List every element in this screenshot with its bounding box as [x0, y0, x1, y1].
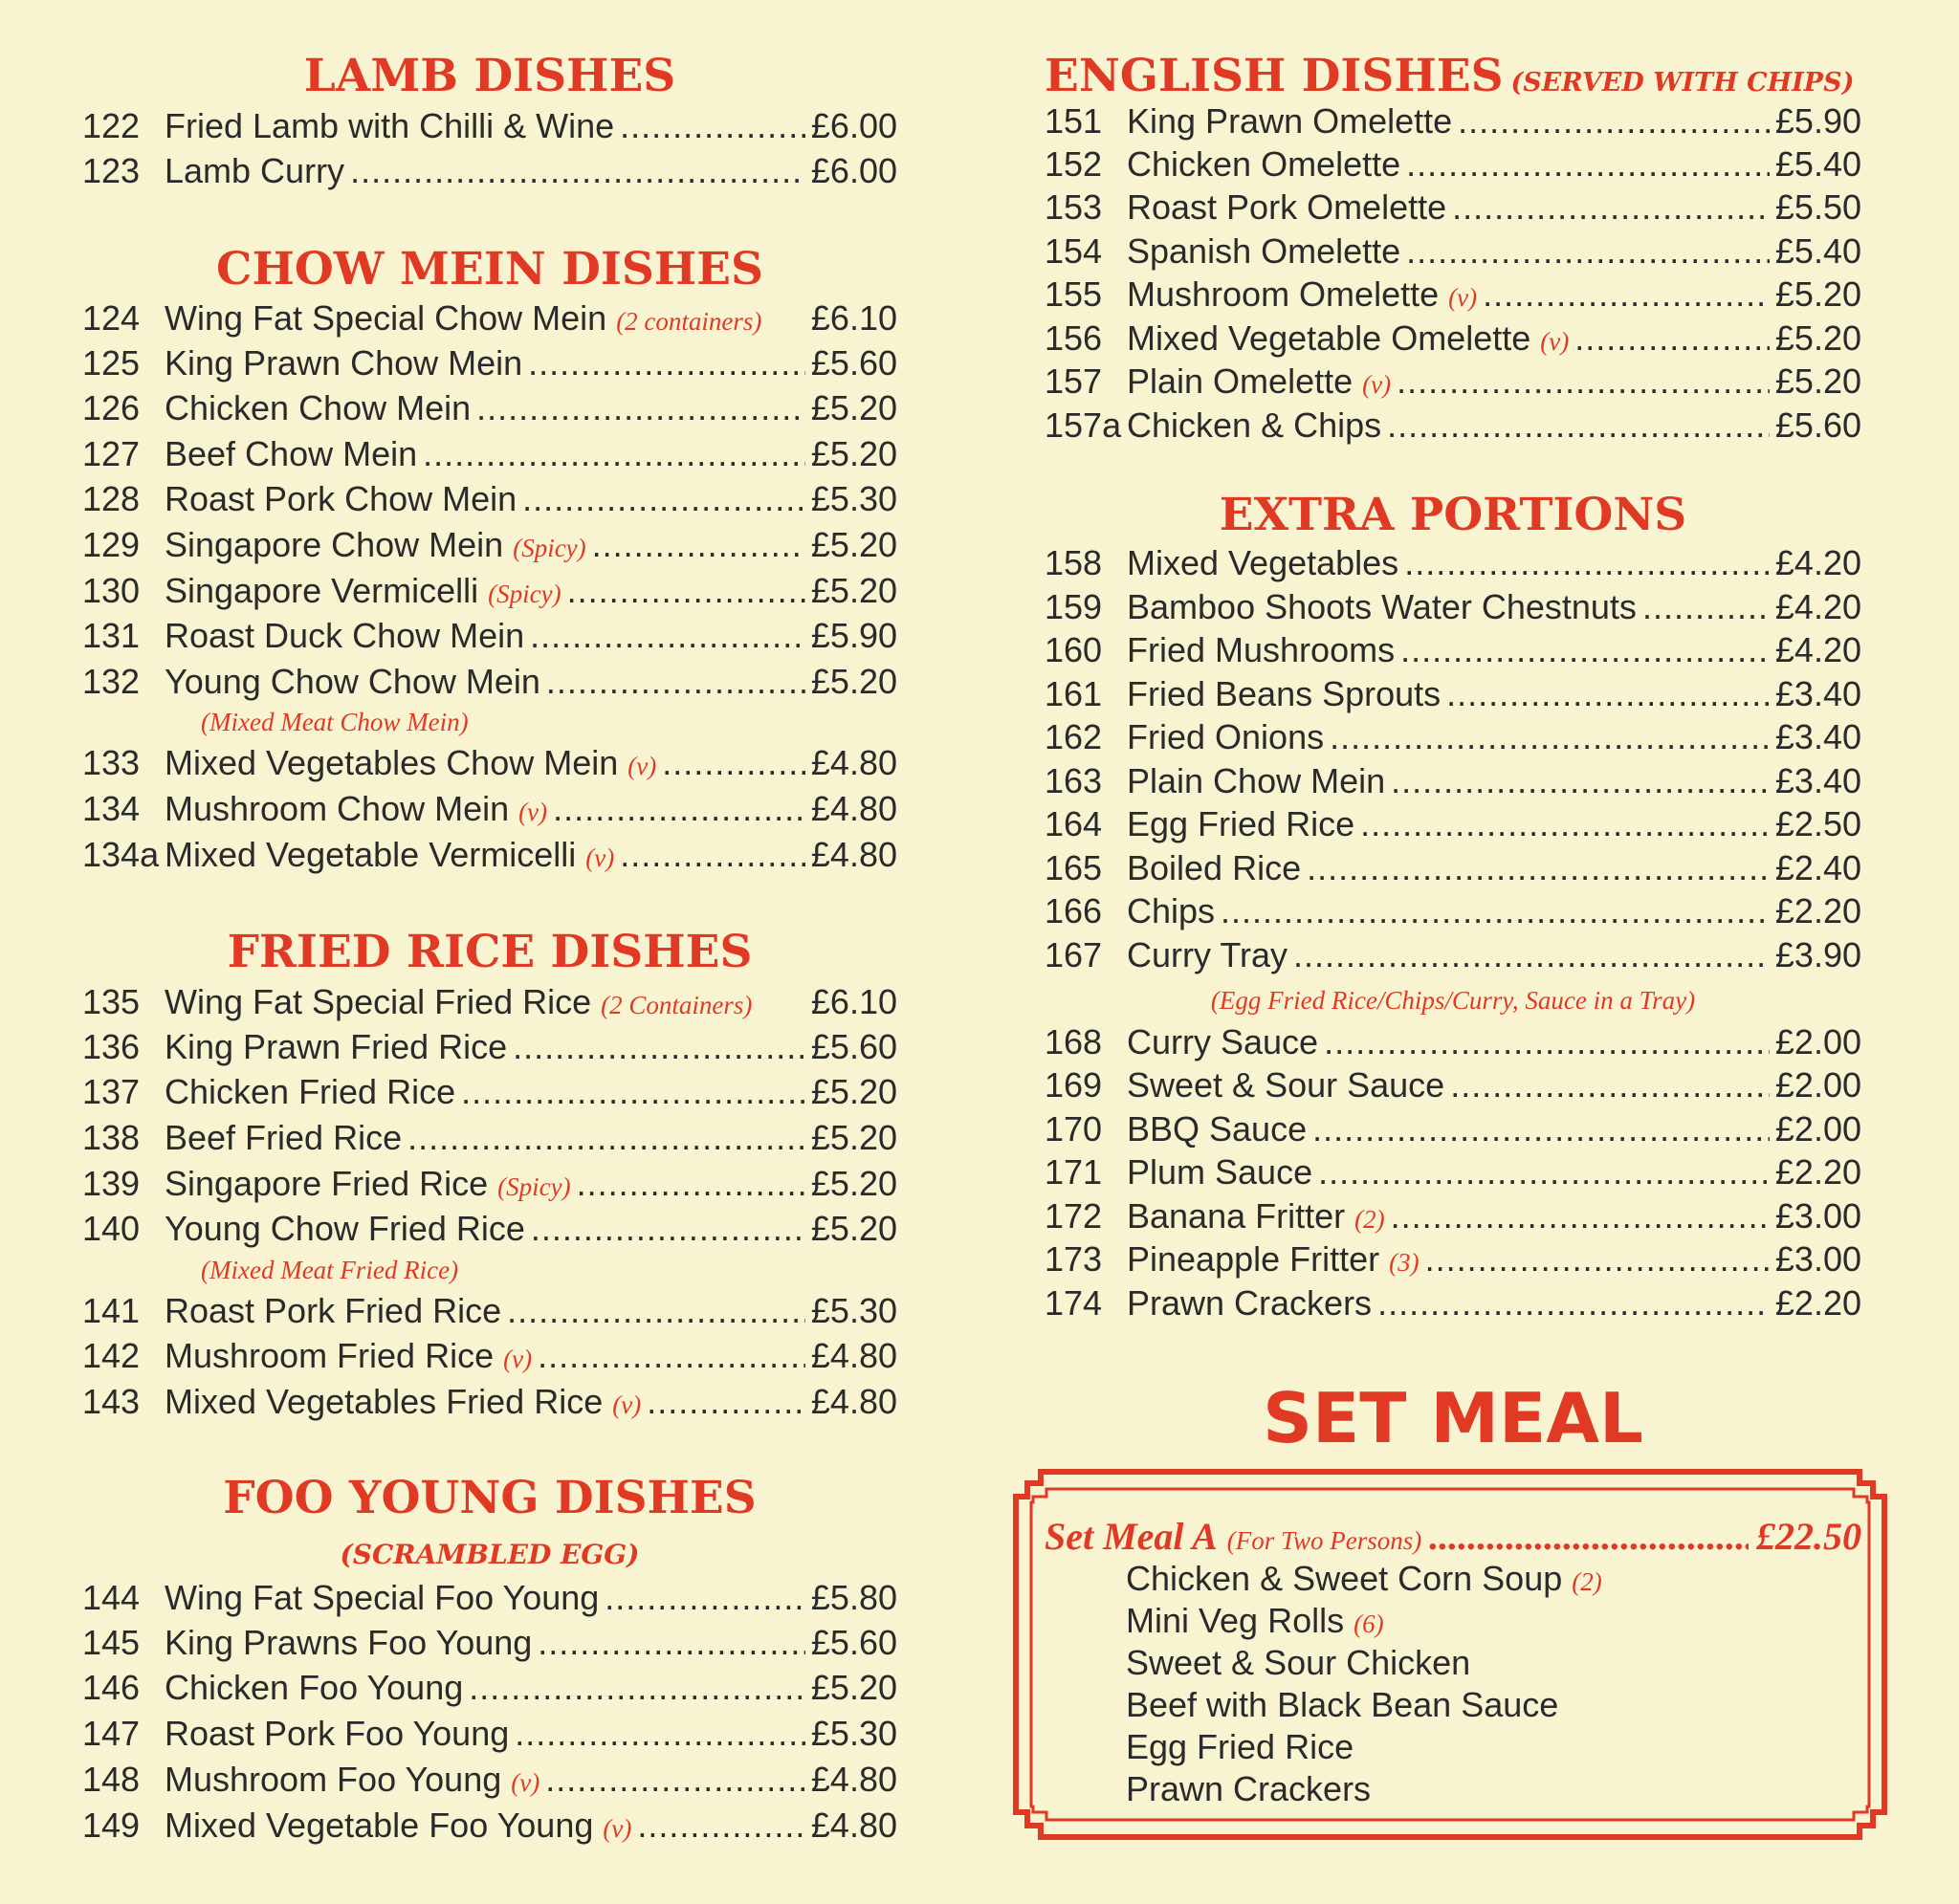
section-subtitle-english: (SERVED WITH CHIPS): [1510, 68, 1855, 98]
item-subnote: (Mixed Meat Fried Rice): [201, 1256, 459, 1284]
menu-item: 143 Mixed Vegetables Fried Rice (v) ..... £4.80: [82, 1383, 897, 1421]
menu-item: 145 King Prawns Foo Young ..... £5.60: [82, 1624, 897, 1662]
menu-item: 160 Fried Mushrooms ..... £4.20: [1045, 631, 1861, 669]
menu-item: 154 Spanish Omelette ..... £5.40: [1045, 232, 1861, 271]
section-title-english: ENGLISH DISHES (SERVED WITH CHIPS): [1045, 50, 1855, 102]
menu-item: 169 Sweet & Sour Sauce ..... £2.00: [1045, 1066, 1861, 1105]
menu-item: 174 Prawn Crackers ..... £2.20: [1045, 1284, 1861, 1323]
set-meal-item: Chicken & Sweet Corn Soup (2): [1126, 1559, 1602, 1598]
menu-item: 133 Mixed Vegetables Chow Mein (v) ..... £4.80: [82, 744, 897, 782]
set-meal-a-row: [1045, 1514, 1861, 1556]
set-meal-name: Set Meal A: [1045, 1515, 1218, 1558]
item-subnote: (Egg Fried Rice/Chips/Curry, Sauce in a Tray): [1210, 986, 1696, 1015]
menu-item: 127 Beef Chow Mein ..... £5.20: [82, 435, 897, 473]
menu-item: 157a Chicken & Chips ..... £5.60: [1045, 406, 1861, 445]
section-title-chow-mein: CHOW MEIN DISHES: [216, 243, 763, 295]
set-meal-price: £22.50: [1756, 1515, 1861, 1558]
menu-item: 146 Chicken Foo Young ..... £5.20: [82, 1669, 897, 1707]
menu-item: 131 Roast Duck Chow Mein ..... £5.90: [82, 617, 897, 655]
menu-item: 166 Chips ..... £2.20: [1045, 892, 1861, 930]
menu-item: 140 Young Chow Fried Rice ..... £5.20: [82, 1210, 897, 1248]
menu-item: 172 Banana Fritter (2) ..... £3.00: [1045, 1197, 1861, 1236]
menu-item: 136 King Prawn Fried Rice ..... £5.60: [82, 1028, 897, 1066]
section-title-extra-portions: EXTRA PORTIONS: [1219, 489, 1687, 541]
menu-item: 135 Wing Fat Special Fried Rice (2 Containers) £6.10: [82, 982, 897, 1021]
set-meal-title: SET MEAL: [1263, 1378, 1643, 1458]
set-meal-item: Prawn Crackers: [1126, 1769, 1372, 1808]
menu-item: 147 Roast Pork Foo Young ..... £5.30: [82, 1715, 897, 1753]
menu-item: 125 King Prawn Chow Mein ..... £5.60: [82, 344, 897, 383]
menu-item: 155 Mushroom Omelette (v) ..... £5.20: [1045, 275, 1861, 314]
set-meal-item: Egg Fried Rice: [1126, 1727, 1354, 1766]
menu-item: 122 Fried Lamb with Chilli & Wine ..... £6.00: [82, 107, 897, 145]
menu-item: 134 Mushroom Chow Mein (v) ..... £4.80: [82, 790, 897, 828]
menu-item: 138 Beef Fried Rice ..... £5.20: [82, 1119, 897, 1157]
menu-item: 156 Mixed Vegetable Omelette (v) ..... £5.20: [1045, 319, 1861, 358]
menu-item: 168 Curry Sauce ..... £2.00: [1045, 1023, 1861, 1061]
menu-item: 151 King Prawn Omelette ..... £5.90: [1045, 102, 1861, 141]
item-subnote: (Mixed Meat Chow Mein): [201, 708, 469, 736]
menu-item: 164 Egg Fried Rice ..... £2.50: [1045, 805, 1861, 843]
set-meal-item: Sweet & Sour Chicken: [1126, 1643, 1471, 1682]
section-title-lamb: LAMB DISHES: [303, 50, 676, 102]
menu-item: 163 Plain Chow Mein ..... £3.40: [1045, 762, 1861, 800]
menu-item: 162 Fried Onions ..... £3.40: [1045, 718, 1861, 756]
set-meal-item: Mini Veg Rolls (6): [1126, 1601, 1384, 1640]
menu-item: 141 Roast Pork Fried Rice ..... £5.30: [82, 1292, 897, 1330]
menu-item: 124 Wing Fat Special Chow Mein (2 containers) £6.10: [82, 298, 897, 338]
menu-item: 167 Curry Tray ..... £3.90: [1045, 936, 1861, 974]
menu-item: 134a Mixed Vegetable Vermicelli (v) ..... £4.80: [82, 836, 897, 874]
menu-item: 142 Mushroom Fried Rice (v) ..... £4.80: [82, 1337, 897, 1375]
menu-item: 170 BBQ Sauce ..... £2.00: [1045, 1110, 1861, 1149]
menu-item: 132 Young Chow Chow Mein ..... £5.20: [82, 663, 897, 701]
menu-item: 165 Boiled Rice ..... £2.40: [1045, 849, 1861, 887]
menu-item: 137 Chicken Fried Rice ..... £5.20: [82, 1073, 897, 1111]
menu-item: 129 Singapore Chow Mein (Spicy) ..... £5.20: [82, 526, 897, 564]
menu-item: 139 Singapore Fried Rice (Spicy) ..... £5.20: [82, 1165, 897, 1203]
menu-item: 148 Mushroom Foo Young (v) ..... £4.80: [82, 1761, 897, 1799]
menu-item: 153 Roast Pork Omelette ..... £5.50: [1045, 188, 1861, 227]
set-meal-note: (For Two Persons): [1226, 1526, 1422, 1555]
section-title-foo-young: FOO YOUNG DISHES: [223, 1472, 757, 1524]
menu-item: 173 Pineapple Fritter (3) ..... £3.00: [1045, 1240, 1861, 1279]
menu-item: 158 Mixed Vegetables ..... £4.20: [1045, 544, 1861, 582]
menu-item: 149 Mixed Vegetable Foo Young (v) ..... £4.80: [82, 1806, 897, 1845]
section-title-fried-rice: FRIED RICE DISHES: [227, 926, 753, 978]
section-subtitle-foo-young: (SCRAMBLED EGG): [340, 1539, 640, 1570]
set-meal-item: Beef with Black Bean Sauce: [1126, 1685, 1559, 1724]
menu-item: 128 Roast Pork Chow Mein ..... £5.30: [82, 480, 897, 518]
menu-item: 144 Wing Fat Special Foo Young ..... £5.80: [82, 1579, 897, 1617]
menu-item: 171 Plum Sauce ..... £2.20: [1045, 1153, 1861, 1192]
menu-item: 130 Singapore Vermicelli (Spicy) ..... £5.20: [82, 572, 897, 610]
menu-item: 152 Chicken Omelette ..... £5.40: [1045, 145, 1861, 184]
menu-item: 126 Chicken Chow Mein ..... £5.20: [82, 389, 897, 427]
menu-item: 123 Lamb Curry ..... £6.00: [82, 152, 897, 190]
menu-item: 157 Plain Omelette (v) ..... £5.20: [1045, 362, 1861, 401]
menu-item: 161 Fried Beans Sprouts ..... £3.40: [1045, 675, 1861, 713]
menu-item: 159 Bamboo Shoots Water Chestnuts ..... £4.20: [1045, 588, 1861, 626]
